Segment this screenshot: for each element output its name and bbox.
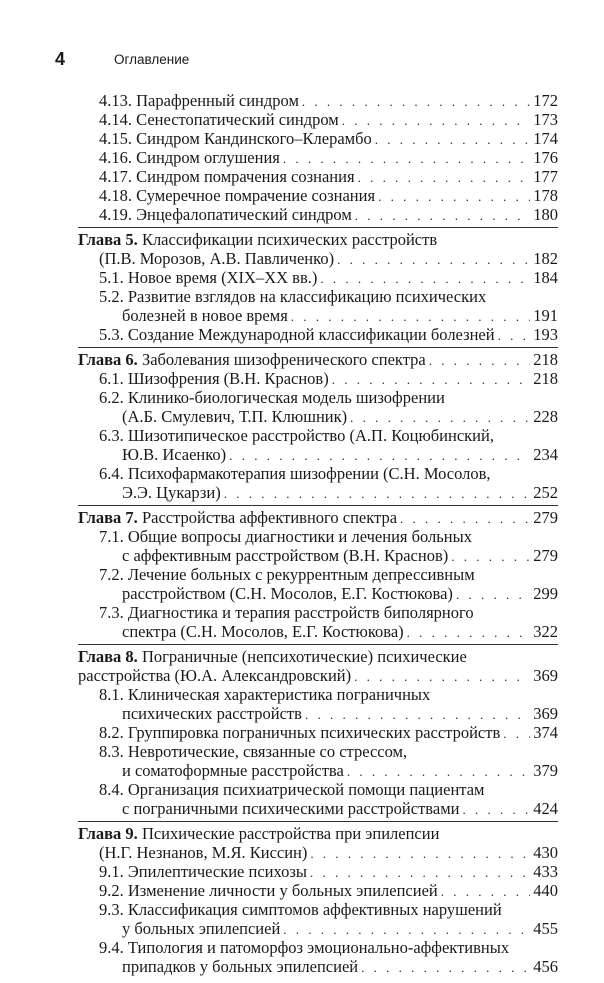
toc-entry[interactable]: 6.3. Шизотипическое расстройство (А.П. Коцюбинский,	[99, 426, 494, 445]
leader-dots	[456, 585, 530, 604]
chapter-divider	[78, 227, 558, 228]
leader-dots	[441, 882, 531, 901]
toc-entry-continued[interactable]: болезней в новое время . . . 191	[78, 306, 558, 325]
toc-entry-continued[interactable]: с пограничными психическими расстройствами . . . 424	[78, 799, 558, 818]
toc-page-number: 174	[533, 129, 558, 148]
toc-entry[interactable]: 9.2. Изменение личности у больных эпилепсией . . . 440	[78, 881, 558, 900]
toc-page-number: 322	[533, 622, 558, 641]
toc-page-number: 440	[533, 881, 558, 900]
toc-entry[interactable]: 4.17. Синдром помрачения сознания . . . 177	[78, 167, 558, 186]
chapter-title: Психические расстройства при эпилепсии	[141, 824, 440, 843]
leader-dots	[342, 111, 531, 130]
leader-dots	[320, 269, 530, 288]
toc-page-number: 218	[533, 369, 558, 388]
chapter-label: Глава 7.	[78, 508, 138, 527]
chapter-title: Пограничные (непсихотические) психические	[141, 647, 467, 666]
leader-dots	[361, 958, 530, 977]
leader-dots	[378, 187, 530, 206]
toc-entry[interactable]: 9.4. Типология и патоморфоз эмоционально-аффективных	[99, 938, 510, 957]
toc-page-number: 177	[533, 167, 558, 186]
leader-dots	[337, 250, 530, 269]
chapter-divider	[78, 505, 558, 506]
toc-entry-continued[interactable]: расстройством (С.Н. Мосолов, Е.Г. Костюкова) . . . 299	[78, 584, 558, 603]
leader-dots	[310, 863, 530, 882]
toc-entry[interactable]: 4.18. Сумеречное помрачение сознания . . . 178	[78, 186, 558, 205]
chapter-title: Классификации психических расстройств	[141, 230, 438, 249]
leader-dots	[355, 206, 530, 225]
toc-entry-continued[interactable]: Э.Э. Цукарзи) . . . 252	[78, 483, 558, 502]
toc-page-number: 369	[533, 666, 558, 685]
leader-dots	[400, 509, 530, 528]
chapter-authors[interactable]: (Н.Г. Незнанов, М.Я. Киссин) . . . 430	[78, 843, 558, 862]
leader-dots	[347, 762, 530, 781]
toc-entry[interactable]: 9.1. Эпилептические психозы . . . 433	[78, 862, 558, 881]
chapter-title: Заболевания шизофренического спектра	[141, 350, 426, 369]
toc-page-number: 279	[533, 508, 558, 527]
toc-page-number: 184	[533, 268, 558, 287]
toc-entry[interactable]: 4.16. Синдром оглушения . . . 176	[78, 148, 558, 167]
toc-page-number: 369	[533, 704, 558, 723]
leader-dots	[283, 149, 530, 168]
leader-dots	[332, 370, 531, 389]
toc-entry[interactable]: 6.1. Шизофрения (В.Н. Краснов) . . . 218	[78, 369, 558, 388]
leader-dots	[305, 705, 530, 724]
running-title: Оглавление	[114, 52, 190, 67]
toc-page-number: 193	[533, 325, 558, 344]
leader-dots	[224, 484, 531, 503]
leader-dots	[350, 408, 530, 427]
chapter-heading-5[interactable]	[78, 230, 558, 249]
toc-entry-continued[interactable]: у больных эпилепсией . . . 455	[78, 919, 558, 938]
toc-entry[interactable]: 5.2. Развитие взглядов на классификацию психических	[99, 287, 487, 306]
toc-entry[interactable]: 6.4. Психофармакотерапия шизофрении (С.Н. Мосолов,	[99, 464, 491, 483]
leader-dots	[283, 920, 530, 939]
table-of-contents	[78, 91, 558, 976]
leader-dots	[429, 351, 531, 370]
toc-page-number: 228	[533, 407, 558, 426]
leader-dots	[451, 547, 530, 566]
chapter-divider	[78, 347, 558, 348]
toc-page-number: 433	[533, 862, 558, 881]
toc-entry-continued[interactable]: Ю.В. Исаенко) . . . 234	[78, 445, 558, 464]
toc-entry[interactable]: 7.1. Общие вопросы диагностики и лечения больных	[99, 527, 472, 546]
leader-dots	[498, 326, 531, 345]
toc-page-number: 180	[533, 205, 558, 224]
toc-entry[interactable]: 8.4. Организация психиатрической помощи пациентам	[99, 780, 485, 799]
toc-entry[interactable]: 8.3. Невротические, связанные со стрессом,	[99, 742, 408, 761]
toc-page-number: 176	[533, 148, 558, 167]
toc-entry[interactable]: 4.15. Синдром Кандинского–Клерамбо . . . 174	[78, 129, 558, 148]
toc-page-number: 279	[533, 546, 558, 565]
toc-page-number: 172	[533, 91, 558, 110]
leader-dots	[310, 844, 530, 863]
leader-dots	[229, 446, 530, 465]
toc-entry[interactable]: 6.2. Клинико-биологическая модель шизофрении	[99, 388, 445, 407]
toc-entry-continued[interactable]: (А.Б. Смулевич, Т.П. Клюшник) . . . 228	[78, 407, 558, 426]
chapter-authors[interactable]: (П.В. Морозов, А.В. Павличенко) . . . 182	[78, 249, 558, 268]
chapter-title: Расстройства аффективного спектра	[141, 508, 398, 527]
toc-page-number: 374	[533, 723, 558, 742]
toc-page-number: 299	[533, 584, 558, 603]
leader-dots	[375, 130, 530, 149]
toc-entry[interactable]: 9.3. Классификация симптомов аффективных нарушений	[99, 900, 502, 919]
toc-page-number: 218	[533, 350, 558, 369]
chapter-heading-7[interactable]	[78, 508, 558, 527]
leader-dots	[503, 724, 530, 743]
chapter-heading-8[interactable]	[78, 647, 558, 666]
chapter-label: Глава 9.	[78, 824, 138, 843]
toc-entry-continued[interactable]: с аффективным расстройством (В.Н. Краснов) . . . 279	[78, 546, 558, 565]
toc-entry[interactable]: 5.1. Новое время (XIX–XX вв.) . . . 184	[78, 268, 558, 287]
chapter-heading-6[interactable]	[78, 350, 558, 369]
toc-entry[interactable]: 4.14. Сенестопатический синдром . . . 173	[78, 110, 558, 129]
toc-entry[interactable]: 7.2. Лечение больных с рекуррентным депрессивным	[99, 565, 475, 584]
chapter-label: Глава 8.	[78, 647, 138, 666]
toc-page-number: 456	[533, 957, 558, 976]
toc-entry-continued[interactable]: припадков у больных эпилепсией . . . 456	[78, 957, 558, 976]
toc-entry-continued[interactable]: психических расстройств . . . 369	[78, 704, 558, 723]
toc-entry-continued[interactable]: и соматоформные расстройства . . . 379	[78, 761, 558, 780]
toc-page-number: 424	[533, 799, 558, 818]
page-number: 4	[55, 49, 66, 69]
toc-page-number: 252	[533, 483, 558, 502]
toc-entry[interactable]: 5.3. Создание Международной классификации болезней . . . 193	[78, 325, 558, 344]
leader-dots	[358, 168, 531, 187]
chapter-title-continued[interactable]: расстройства (Ю.А. Александровский) . . . 369	[78, 666, 558, 685]
toc-entry[interactable]: 4.19. Энцефалопатический синдром . . . 180	[78, 205, 558, 224]
chapter-label: Глава 6.	[78, 350, 138, 369]
leader-dots	[302, 92, 530, 111]
toc-page-number: 455	[533, 919, 558, 938]
leader-dots	[354, 667, 530, 686]
chapter-divider	[78, 644, 558, 645]
leader-dots	[462, 800, 530, 819]
toc-page-number: 178	[533, 186, 558, 205]
toc-page-number: 173	[533, 110, 558, 129]
toc-page-number: 234	[533, 445, 558, 464]
toc-entry[interactable]: 7.3. Диагностика и терапия расстройств биполярного	[99, 603, 474, 622]
toc-page-number: 191	[533, 306, 558, 325]
toc-entry[interactable]: 8.1. Клиническая характеристика пограничных	[99, 685, 431, 704]
leader-dots	[407, 623, 531, 642]
toc-page-number: 430	[533, 843, 558, 862]
toc-page-number: 182	[533, 249, 558, 268]
chapter-divider	[78, 821, 558, 822]
chapter-heading-9[interactable]	[78, 824, 558, 843]
toc-entry[interactable]: 4.13. Парафренный синдром . . . 172	[78, 91, 558, 110]
chapter-label: Глава 5.	[78, 230, 138, 249]
toc-entry[interactable]: 8.2. Группировка пограничных психических расстройств . . . 374	[78, 723, 558, 742]
leader-dots	[291, 307, 530, 326]
toc-entry-continued[interactable]: спектра (С.Н. Мосолов, Е.Г. Костюкова) . . . 322	[78, 622, 558, 641]
toc-page-number: 379	[533, 761, 558, 780]
